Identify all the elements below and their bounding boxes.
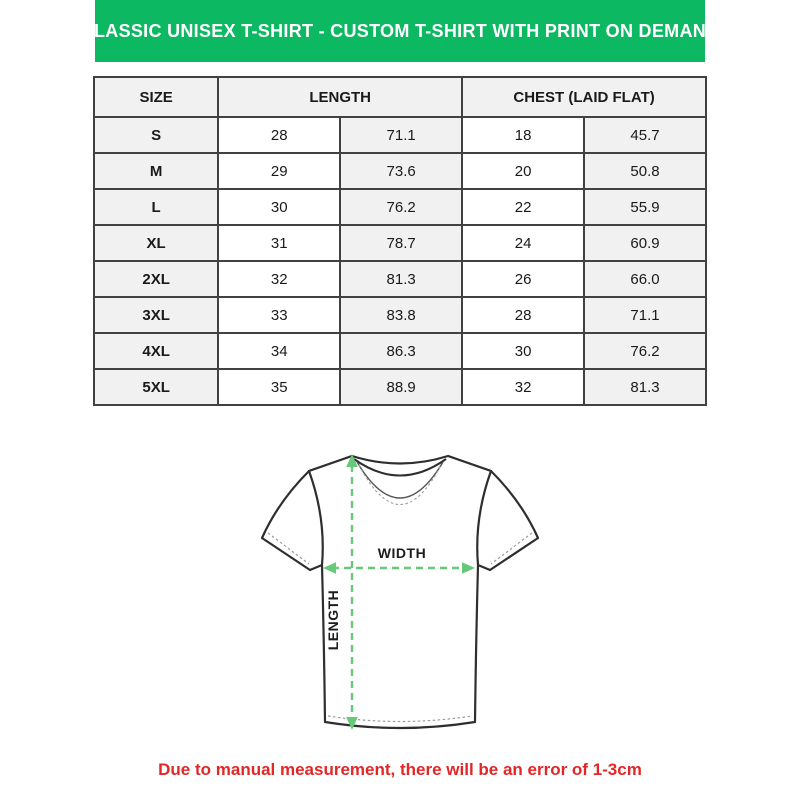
length-in-cell: 33 xyxy=(218,297,340,333)
header-size: SIZE xyxy=(94,77,218,117)
length-in-cell: 31 xyxy=(218,225,340,261)
size-cell: 2XL xyxy=(94,261,218,297)
table-row xyxy=(94,117,706,153)
length-in-cell: 35 xyxy=(218,369,340,405)
chest-cm-cell: 71.1 xyxy=(584,297,706,333)
chest-in-cell: 30 xyxy=(462,333,584,369)
size-cell: 5XL xyxy=(94,369,218,405)
chest-in-cell: 24 xyxy=(462,225,584,261)
length-in-cell: 32 xyxy=(218,261,340,297)
title-banner xyxy=(80,0,720,62)
length-cm-cell: 88.9 xyxy=(340,369,462,405)
chest-cm-cell: 55.9 xyxy=(584,189,706,225)
length-cm-cell: 73.6 xyxy=(340,153,462,189)
tshirt-measurement-diagram xyxy=(240,430,560,750)
chest-cm-cell: 76.2 xyxy=(584,333,706,369)
size-cell: M xyxy=(94,153,218,189)
length-in-cell: 30 xyxy=(218,189,340,225)
length-cm-cell: 83.8 xyxy=(340,297,462,333)
length-cm-cell: 86.3 xyxy=(340,333,462,369)
chest-cm-cell: 50.8 xyxy=(584,153,706,189)
table-row xyxy=(94,261,706,297)
table-row xyxy=(94,333,706,369)
chest-cm-cell: 81.3 xyxy=(584,369,706,405)
size-cell: L xyxy=(94,189,218,225)
chest-in-cell: 28 xyxy=(462,297,584,333)
table-row xyxy=(94,153,706,189)
length-cm-cell: 71.1 xyxy=(340,117,462,153)
chest-in-cell: 20 xyxy=(462,153,584,189)
header-length: LENGTH xyxy=(218,77,462,117)
chest-cm-cell: 45.7 xyxy=(584,117,706,153)
length-cm-cell: 76.2 xyxy=(340,189,462,225)
length-in-cell: 29 xyxy=(218,153,340,189)
table-row xyxy=(94,189,706,225)
length-label: LENGTH xyxy=(325,589,341,651)
table-row xyxy=(94,297,706,333)
size-cell: 4XL xyxy=(94,333,218,369)
length-in-cell: 34 xyxy=(218,333,340,369)
table-row xyxy=(94,225,706,261)
chest-cm-cell: 60.9 xyxy=(584,225,706,261)
length-cm-cell: 78.7 xyxy=(340,225,462,261)
table-row xyxy=(94,369,706,405)
size-cell: 3XL xyxy=(94,297,218,333)
measurement-disclaimer: Due to manual measurement, there will be an error of 1-3cm xyxy=(158,760,642,779)
size-cell: S xyxy=(94,117,218,153)
size-cell: XL xyxy=(94,225,218,261)
header-chest: CHEST (LAID FLAT) xyxy=(462,77,706,117)
chest-in-cell: 26 xyxy=(462,261,584,297)
chest-cm-cell: 66.0 xyxy=(584,261,706,297)
length-cm-cell: 81.3 xyxy=(340,261,462,297)
table-header-row xyxy=(94,77,706,117)
chest-in-cell: 18 xyxy=(462,117,584,153)
width-label: WIDTH xyxy=(377,545,427,561)
tshirt-outline-graphic xyxy=(240,430,560,750)
size-chart-table xyxy=(93,76,707,406)
chest-in-cell: 32 xyxy=(462,369,584,405)
length-in-cell: 28 xyxy=(218,117,340,153)
page-title: CLASSIC UNISEX T-SHIRT - CUSTOM T-SHIRT WITH PRINT ON DEMAND xyxy=(80,20,720,41)
chest-in-cell: 22 xyxy=(462,189,584,225)
